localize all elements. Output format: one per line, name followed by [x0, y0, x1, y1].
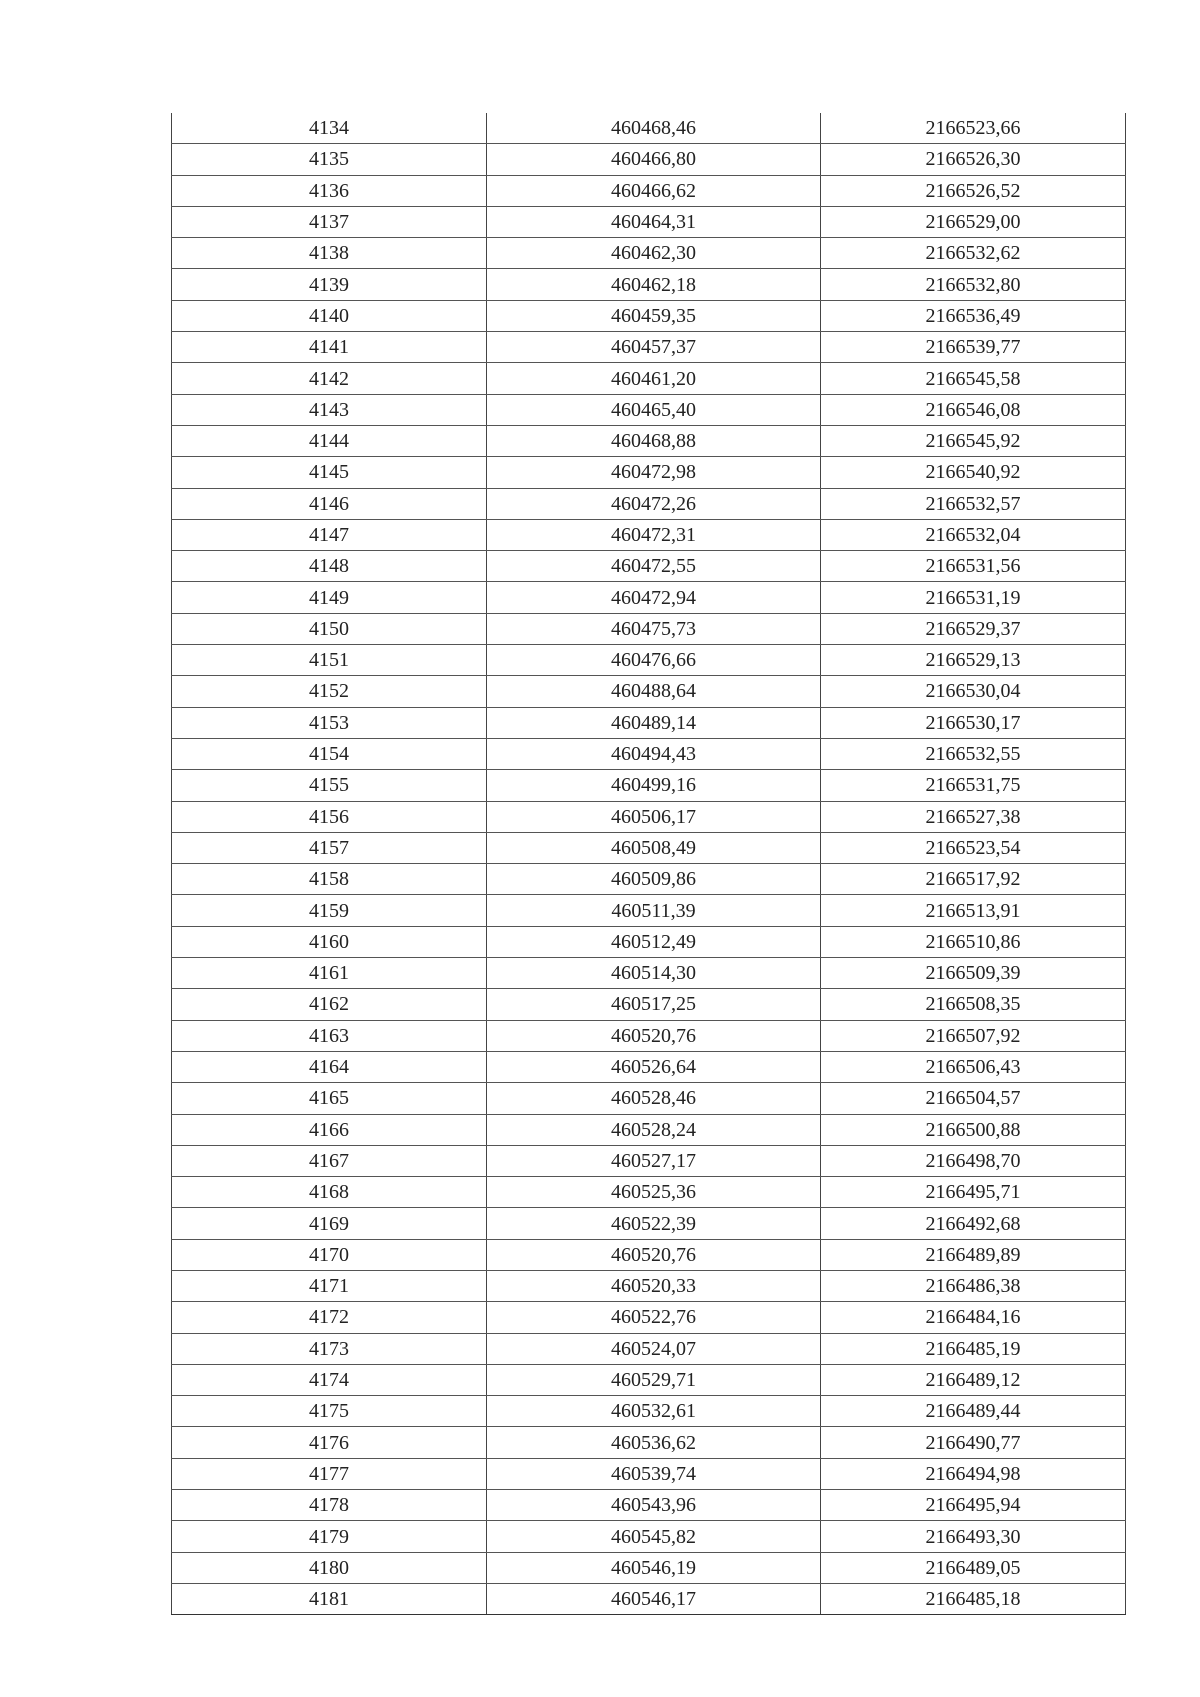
x-coordinate-cell: 460472,55	[487, 551, 821, 582]
x-coordinate-cell: 460520,76	[487, 1020, 821, 1051]
table-row	[172, 1364, 1126, 1395]
y-coordinate-cell: 2166531,75	[821, 770, 1126, 801]
y-coordinate-cell: 2166527,38	[821, 801, 1126, 832]
table-row	[172, 332, 1126, 363]
table-row	[172, 1396, 1126, 1427]
table-row	[172, 926, 1126, 957]
x-coordinate-cell: 460522,76	[487, 1302, 821, 1333]
y-coordinate-cell: 2166523,54	[821, 832, 1126, 863]
y-coordinate-cell: 2166489,44	[821, 1396, 1126, 1427]
point-number-cell: 4139	[172, 269, 487, 300]
point-number-cell: 4147	[172, 519, 487, 550]
point-number-cell: 4138	[172, 238, 487, 269]
table-row	[172, 864, 1126, 895]
point-number-cell: 4176	[172, 1427, 487, 1458]
x-coordinate-cell: 460546,19	[487, 1552, 821, 1583]
y-coordinate-cell: 2166532,55	[821, 738, 1126, 769]
point-number-cell: 4137	[172, 206, 487, 237]
table-row	[172, 582, 1126, 613]
point-number-cell: 4179	[172, 1521, 487, 1552]
point-number-cell: 4135	[172, 144, 487, 175]
table-row	[172, 1177, 1126, 1208]
x-coordinate-cell: 460468,46	[487, 113, 821, 144]
point-number-cell: 4172	[172, 1302, 487, 1333]
y-coordinate-cell: 2166507,92	[821, 1020, 1126, 1051]
y-coordinate-cell: 2166490,77	[821, 1427, 1126, 1458]
y-coordinate-cell: 2166539,77	[821, 332, 1126, 363]
table-row	[172, 1145, 1126, 1176]
table-row	[172, 394, 1126, 425]
y-coordinate-cell: 2166513,91	[821, 895, 1126, 926]
table-row	[172, 144, 1126, 175]
table-row	[172, 363, 1126, 394]
coordinates-table	[171, 113, 1126, 1615]
point-number-cell: 4162	[172, 989, 487, 1020]
table-row	[172, 1083, 1126, 1114]
point-number-cell: 4177	[172, 1458, 487, 1489]
y-coordinate-cell: 2166529,37	[821, 613, 1126, 644]
point-number-cell: 4169	[172, 1208, 487, 1239]
table-row	[172, 1302, 1126, 1333]
x-coordinate-cell: 460472,98	[487, 457, 821, 488]
x-coordinate-cell: 460528,46	[487, 1083, 821, 1114]
table-row	[172, 613, 1126, 644]
x-coordinate-cell: 460522,39	[487, 1208, 821, 1239]
x-coordinate-cell: 460520,33	[487, 1270, 821, 1301]
y-coordinate-cell: 2166532,80	[821, 269, 1126, 300]
table-row	[172, 1051, 1126, 1082]
y-coordinate-cell: 2166509,39	[821, 958, 1126, 989]
point-number-cell: 4170	[172, 1239, 487, 1270]
x-coordinate-cell: 460462,30	[487, 238, 821, 269]
x-coordinate-cell: 460466,62	[487, 175, 821, 206]
x-coordinate-cell: 460457,37	[487, 332, 821, 363]
y-coordinate-cell: 2166500,88	[821, 1114, 1126, 1145]
x-coordinate-cell: 460509,86	[487, 864, 821, 895]
point-number-cell: 4143	[172, 394, 487, 425]
y-coordinate-cell: 2166504,57	[821, 1083, 1126, 1114]
y-coordinate-cell: 2166506,43	[821, 1051, 1126, 1082]
x-coordinate-cell: 460475,73	[487, 613, 821, 644]
x-coordinate-cell: 460546,17	[487, 1583, 821, 1614]
point-number-cell: 4136	[172, 175, 487, 206]
x-coordinate-cell: 460520,76	[487, 1239, 821, 1270]
table-row	[172, 707, 1126, 738]
y-coordinate-cell: 2166495,71	[821, 1177, 1126, 1208]
table-row	[172, 457, 1126, 488]
x-coordinate-cell: 460472,94	[487, 582, 821, 613]
table-row	[172, 175, 1126, 206]
x-coordinate-cell: 460465,40	[487, 394, 821, 425]
y-coordinate-cell: 2166494,98	[821, 1458, 1126, 1489]
table-row	[172, 1490, 1126, 1521]
table-row	[172, 1208, 1126, 1239]
x-coordinate-cell: 460462,18	[487, 269, 821, 300]
x-coordinate-cell: 460461,20	[487, 363, 821, 394]
table-row	[172, 738, 1126, 769]
y-coordinate-cell: 2166492,68	[821, 1208, 1126, 1239]
table-row	[172, 551, 1126, 582]
x-coordinate-cell: 460476,66	[487, 645, 821, 676]
y-coordinate-cell: 2166529,13	[821, 645, 1126, 676]
point-number-cell: 4153	[172, 707, 487, 738]
y-coordinate-cell: 2166485,19	[821, 1333, 1126, 1364]
point-number-cell: 4173	[172, 1333, 487, 1364]
x-coordinate-cell: 460459,35	[487, 300, 821, 331]
y-coordinate-cell: 2166536,49	[821, 300, 1126, 331]
coordinates-table-body	[172, 113, 1126, 1615]
point-number-cell: 4171	[172, 1270, 487, 1301]
x-coordinate-cell: 460524,07	[487, 1333, 821, 1364]
x-coordinate-cell: 460464,31	[487, 206, 821, 237]
x-coordinate-cell: 460488,64	[487, 676, 821, 707]
x-coordinate-cell: 460494,43	[487, 738, 821, 769]
x-coordinate-cell: 460529,71	[487, 1364, 821, 1395]
point-number-cell: 4149	[172, 582, 487, 613]
table-row	[172, 645, 1126, 676]
point-number-cell: 4158	[172, 864, 487, 895]
table-row	[172, 1239, 1126, 1270]
table-row	[172, 113, 1126, 144]
table-row	[172, 1427, 1126, 1458]
table-row	[172, 206, 1126, 237]
y-coordinate-cell: 2166530,17	[821, 707, 1126, 738]
x-coordinate-cell: 460528,24	[487, 1114, 821, 1145]
y-coordinate-cell: 2166546,08	[821, 394, 1126, 425]
point-number-cell: 4178	[172, 1490, 487, 1521]
table-row	[172, 1333, 1126, 1364]
point-number-cell: 4167	[172, 1145, 487, 1176]
y-coordinate-cell: 2166517,92	[821, 864, 1126, 895]
x-coordinate-cell: 460526,64	[487, 1051, 821, 1082]
x-coordinate-cell: 460506,17	[487, 801, 821, 832]
x-coordinate-cell: 460511,39	[487, 895, 821, 926]
x-coordinate-cell: 460514,30	[487, 958, 821, 989]
x-coordinate-cell: 460499,16	[487, 770, 821, 801]
point-number-cell: 4145	[172, 457, 487, 488]
table-row	[172, 770, 1126, 801]
point-number-cell: 4160	[172, 926, 487, 957]
point-number-cell: 4150	[172, 613, 487, 644]
point-number-cell: 4166	[172, 1114, 487, 1145]
point-number-cell: 4174	[172, 1364, 487, 1395]
x-coordinate-cell: 460472,31	[487, 519, 821, 550]
x-coordinate-cell: 460517,25	[487, 989, 821, 1020]
table-row	[172, 676, 1126, 707]
point-number-cell: 4152	[172, 676, 487, 707]
table-row	[172, 1552, 1126, 1583]
y-coordinate-cell: 2166489,89	[821, 1239, 1126, 1270]
point-number-cell: 4168	[172, 1177, 487, 1208]
y-coordinate-cell: 2166529,00	[821, 206, 1126, 237]
y-coordinate-cell: 2166532,57	[821, 488, 1126, 519]
point-number-cell: 4134	[172, 113, 487, 144]
y-coordinate-cell: 2166532,62	[821, 238, 1126, 269]
point-number-cell: 4148	[172, 551, 487, 582]
y-coordinate-cell: 2166510,86	[821, 926, 1126, 957]
x-coordinate-cell: 460466,80	[487, 144, 821, 175]
y-coordinate-cell: 2166495,94	[821, 1490, 1126, 1521]
y-coordinate-cell: 2166498,70	[821, 1145, 1126, 1176]
table-row	[172, 269, 1126, 300]
x-coordinate-cell: 460543,96	[487, 1490, 821, 1521]
point-number-cell: 4156	[172, 801, 487, 832]
table-row	[172, 1521, 1126, 1552]
y-coordinate-cell: 2166508,35	[821, 989, 1126, 1020]
x-coordinate-cell: 460468,88	[487, 425, 821, 456]
point-number-cell: 4141	[172, 332, 487, 363]
table-row	[172, 519, 1126, 550]
y-coordinate-cell: 2166484,16	[821, 1302, 1126, 1333]
table-row	[172, 1458, 1126, 1489]
x-coordinate-cell: 460508,49	[487, 832, 821, 863]
table-row	[172, 300, 1126, 331]
point-number-cell: 4164	[172, 1051, 487, 1082]
point-number-cell: 4159	[172, 895, 487, 926]
y-coordinate-cell: 2166493,30	[821, 1521, 1126, 1552]
point-number-cell: 4157	[172, 832, 487, 863]
point-number-cell: 4161	[172, 958, 487, 989]
x-coordinate-cell: 460532,61	[487, 1396, 821, 1427]
point-number-cell: 4180	[172, 1552, 487, 1583]
x-coordinate-cell: 460489,14	[487, 707, 821, 738]
y-coordinate-cell: 2166545,92	[821, 425, 1126, 456]
y-coordinate-cell: 2166530,04	[821, 676, 1126, 707]
y-coordinate-cell: 2166532,04	[821, 519, 1126, 550]
y-coordinate-cell: 2166526,52	[821, 175, 1126, 206]
point-number-cell: 4175	[172, 1396, 487, 1427]
y-coordinate-cell: 2166540,92	[821, 457, 1126, 488]
x-coordinate-cell: 460527,17	[487, 1145, 821, 1176]
y-coordinate-cell: 2166489,05	[821, 1552, 1126, 1583]
table-row	[172, 1583, 1126, 1614]
table-row	[172, 832, 1126, 863]
table-row	[172, 801, 1126, 832]
y-coordinate-cell: 2166523,66	[821, 113, 1126, 144]
table-row	[172, 1020, 1126, 1051]
x-coordinate-cell: 460539,74	[487, 1458, 821, 1489]
point-number-cell: 4181	[172, 1583, 487, 1614]
x-coordinate-cell: 460545,82	[487, 1521, 821, 1552]
y-coordinate-cell: 2166489,12	[821, 1364, 1126, 1395]
table-row	[172, 958, 1126, 989]
y-coordinate-cell: 2166531,19	[821, 582, 1126, 613]
point-number-cell: 4165	[172, 1083, 487, 1114]
y-coordinate-cell: 2166486,38	[821, 1270, 1126, 1301]
point-number-cell: 4163	[172, 1020, 487, 1051]
table-row	[172, 895, 1126, 926]
x-coordinate-cell: 460536,62	[487, 1427, 821, 1458]
table-row	[172, 1114, 1126, 1145]
y-coordinate-cell: 2166545,58	[821, 363, 1126, 394]
y-coordinate-cell: 2166531,56	[821, 551, 1126, 582]
table-row	[172, 425, 1126, 456]
point-number-cell: 4146	[172, 488, 487, 519]
point-number-cell: 4154	[172, 738, 487, 769]
x-coordinate-cell: 460525,36	[487, 1177, 821, 1208]
y-coordinate-cell: 2166485,18	[821, 1583, 1126, 1614]
x-coordinate-cell: 460512,49	[487, 926, 821, 957]
point-number-cell: 4144	[172, 425, 487, 456]
table-row	[172, 488, 1126, 519]
table-row	[172, 989, 1126, 1020]
point-number-cell: 4142	[172, 363, 487, 394]
table-row	[172, 238, 1126, 269]
point-number-cell: 4140	[172, 300, 487, 331]
point-number-cell: 4151	[172, 645, 487, 676]
y-coordinate-cell: 2166526,30	[821, 144, 1126, 175]
point-number-cell: 4155	[172, 770, 487, 801]
table-row	[172, 1270, 1126, 1301]
x-coordinate-cell: 460472,26	[487, 488, 821, 519]
